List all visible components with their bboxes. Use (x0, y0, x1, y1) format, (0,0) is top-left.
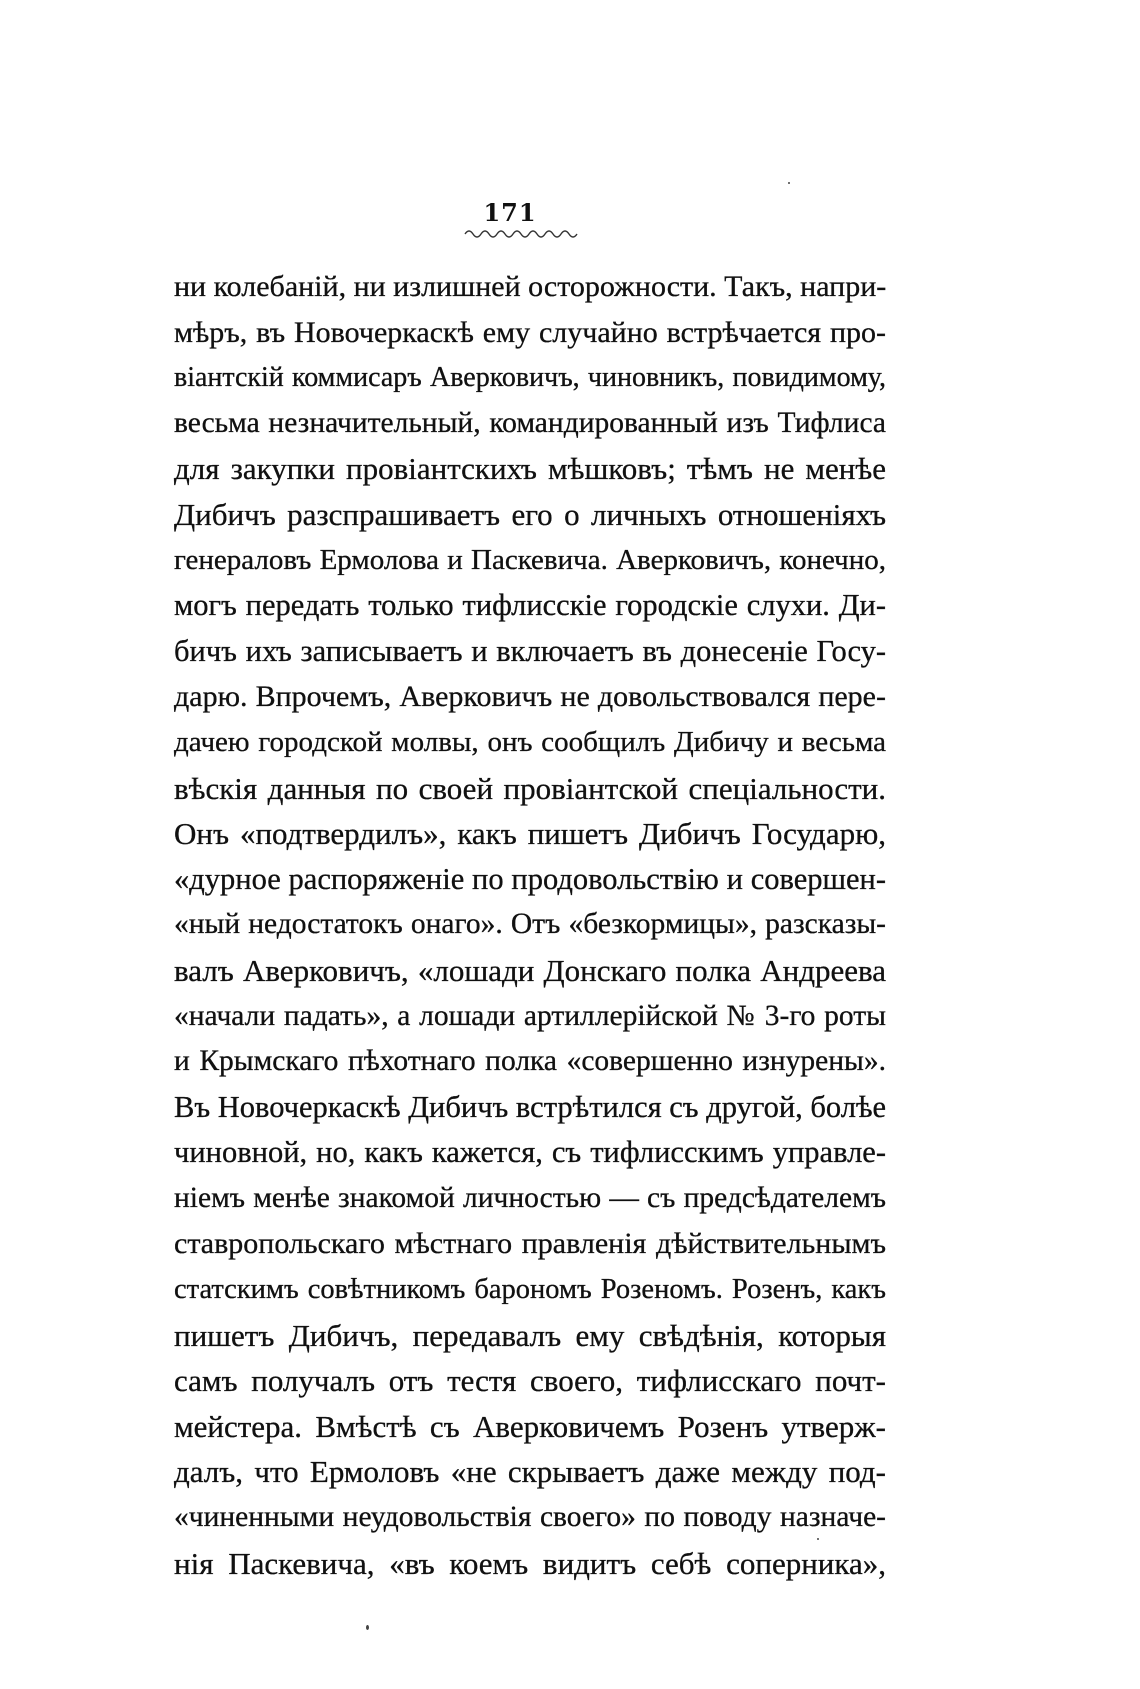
text-line: чиновной, но, какъ кажется, съ тифлисскимъ управле- (174, 1135, 886, 1170)
text-line: «чиненными неудовольствія своего» по поводу назначе- (174, 1501, 886, 1534)
scan-speck (788, 182, 790, 184)
text-line: «ный недостатокъ онаго». Отъ «безкормицы», разсказы- (174, 908, 886, 941)
body-text (174, 264, 886, 1586)
text-line: Дибичъ разспрашиваетъ его о личныхъ отношеніяхъ (174, 496, 886, 532)
text-line: статскимъ совѣтникомъ барономъ Розеномъ. Розенъ, какъ (174, 1274, 886, 1306)
page-header (0, 198, 1140, 227)
text-line: для закупки провіантскихъ мѣшковъ; тѣмъ не менѣе (174, 451, 886, 487)
text-line: далъ, что Ермоловъ «не скрываетъ даже между под- (174, 1454, 886, 1490)
text-line: самъ получалъ отъ тестя своего, тифлисскаго почт- (174, 1363, 886, 1399)
header-ornament (463, 226, 583, 238)
text-line: могъ передать только тифлисскіе городскіе слухи. Ди- (174, 588, 886, 623)
text-line: мейстера. Вмѣстѣ съ Аверковичемъ Розенъ утверж- (174, 1408, 886, 1444)
text-line: пишетъ Дибичъ, передавалъ ему свѣдѣнія, которыя (174, 1317, 886, 1353)
text-line: ставропольскаго мѣстнаго правленія дѣйствительнымъ (174, 1227, 886, 1261)
text-line: віантскій коммисаръ Аверковичъ, чиновникъ, повидимому, (174, 362, 886, 394)
text-line: дачею городской молвы, онъ сообщилъ Дибичу и весьма (174, 725, 886, 758)
text-line: бичъ ихъ записываетъ и включаетъ въ донесеніе Госу- (174, 633, 886, 668)
text-line: вѣскія данныя по своей провіантской спеціальности. (174, 770, 886, 806)
text-line: Онъ «подтвердилъ», какъ пишетъ Дибичъ Государю, (174, 816, 886, 852)
text-line: мѣръ, въ Новочеркаскѣ ему случайно встрѣчается про- (174, 315, 886, 349)
text-line: дарю. Впрочемъ, Аверковичъ не довольствовался пере- (174, 680, 886, 714)
text-line: валъ Аверковичъ, «лошади Донскаго полка Андреева (174, 952, 886, 988)
scan-speck (366, 1625, 369, 1630)
text-line: «начали падать», а лошади артиллерійской № 3-го роты (174, 999, 886, 1032)
text-line: нія Паскевича, «въ коемъ видитъ себѣ соперника», (174, 1545, 886, 1581)
text-line: «дурное распоряженіе по продовольствію и совершен- (174, 861, 886, 896)
text-line: генераловъ Ермолова и Паскевича. Аверковичъ, конечно, (174, 543, 886, 576)
text-line: Въ Новочеркаскѣ Дибичъ встрѣтился съ другой, болѣе (174, 1089, 887, 1124)
text-line: и Крымскаго пѣхотнаго полка «совершенно изнурены». (174, 1045, 886, 1078)
text-line: ни колебаній, ни излишней осторожности. Такъ, напри- (174, 270, 887, 303)
scan-speck (817, 1538, 819, 1540)
text-line: весьма незначительный, командированный изъ Тифлиса (174, 406, 886, 439)
page-number: 171 (483, 198, 537, 227)
text-line: ніемъ менѣе знакомой личностью — съ предсѣдателемъ (174, 1181, 886, 1214)
